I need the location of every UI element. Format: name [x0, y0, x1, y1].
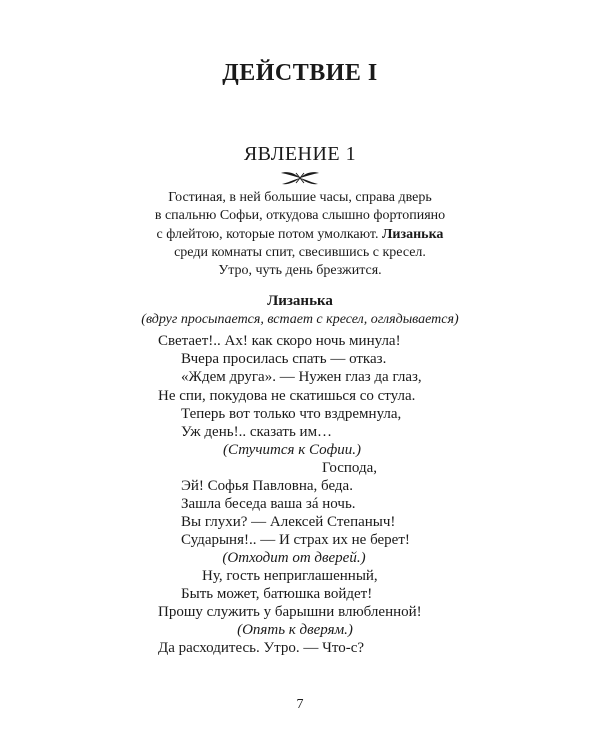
ornament-icon [280, 170, 320, 186]
verse-line: Светает!.. Ах! как скоро ночь минула! [158, 333, 401, 349]
scene-title: ЯВЛЕНИЕ 1 [243, 143, 357, 165]
setting-line: Гостиная, в ней большие часы, справа дверь [168, 190, 432, 205]
verse-line: Да расходитесь. Утро. — Что-с? [158, 640, 365, 656]
verse-line: Быть может, батюшка войдет! [181, 586, 373, 602]
setting-text: с флейтою, которые потом умолкают. [156, 226, 379, 242]
page-number: 7 [296, 697, 304, 712]
verse-line: Зашла беседа ваша зá ночь. [181, 496, 356, 512]
setting-line: Утро, чуть день брезжится. [218, 263, 382, 279]
stage-direction: (Стучится к Софии.) [223, 442, 361, 458]
verse-line: Вы глухи? — Алексей Степаныч! [181, 514, 396, 530]
act-title: ДЕЙСТВИЕ I [222, 60, 378, 86]
verse-line: Прошу служить у барышни влюбленной! [158, 604, 422, 620]
verse-line: Вчера просилась спать — отказ. [181, 351, 387, 367]
speaker-name: Лизанька [267, 293, 333, 309]
verse-line: «Ждем друга». — Нужен глаз да глаз, [181, 369, 422, 385]
verse-line: Сударыня!.. — И страх их не берет! [181, 532, 410, 548]
verse-line: Эй! Софья Павловна, беда. [181, 478, 353, 494]
verse-line: Господа, [322, 460, 378, 476]
stage-setting [0, 189, 600, 280]
setting-line: среди комнаты спит, свесившись с кресел. [174, 244, 426, 260]
verse-line: Уж день!.. сказать им… [181, 424, 333, 440]
speaker-direction: (вдруг просыпается, встает с кресел, оглядывается) [141, 312, 459, 327]
verse-line: Ну, гость неприглашенный, [202, 568, 378, 584]
verse-line: Не спи, покудова не скатишься со стула. [158, 388, 416, 404]
setting-line [0, 226, 600, 244]
stage-direction: (Отходит от дверей.) [222, 550, 366, 566]
verse-line: Теперь вот только что вздремнула, [181, 406, 402, 422]
stage-direction: (Опять к дверям.) [237, 622, 353, 638]
character-name: Лизанька [381, 226, 444, 242]
setting-line: в спальню Софьи, откудова слышно фортопияно [154, 208, 446, 224]
